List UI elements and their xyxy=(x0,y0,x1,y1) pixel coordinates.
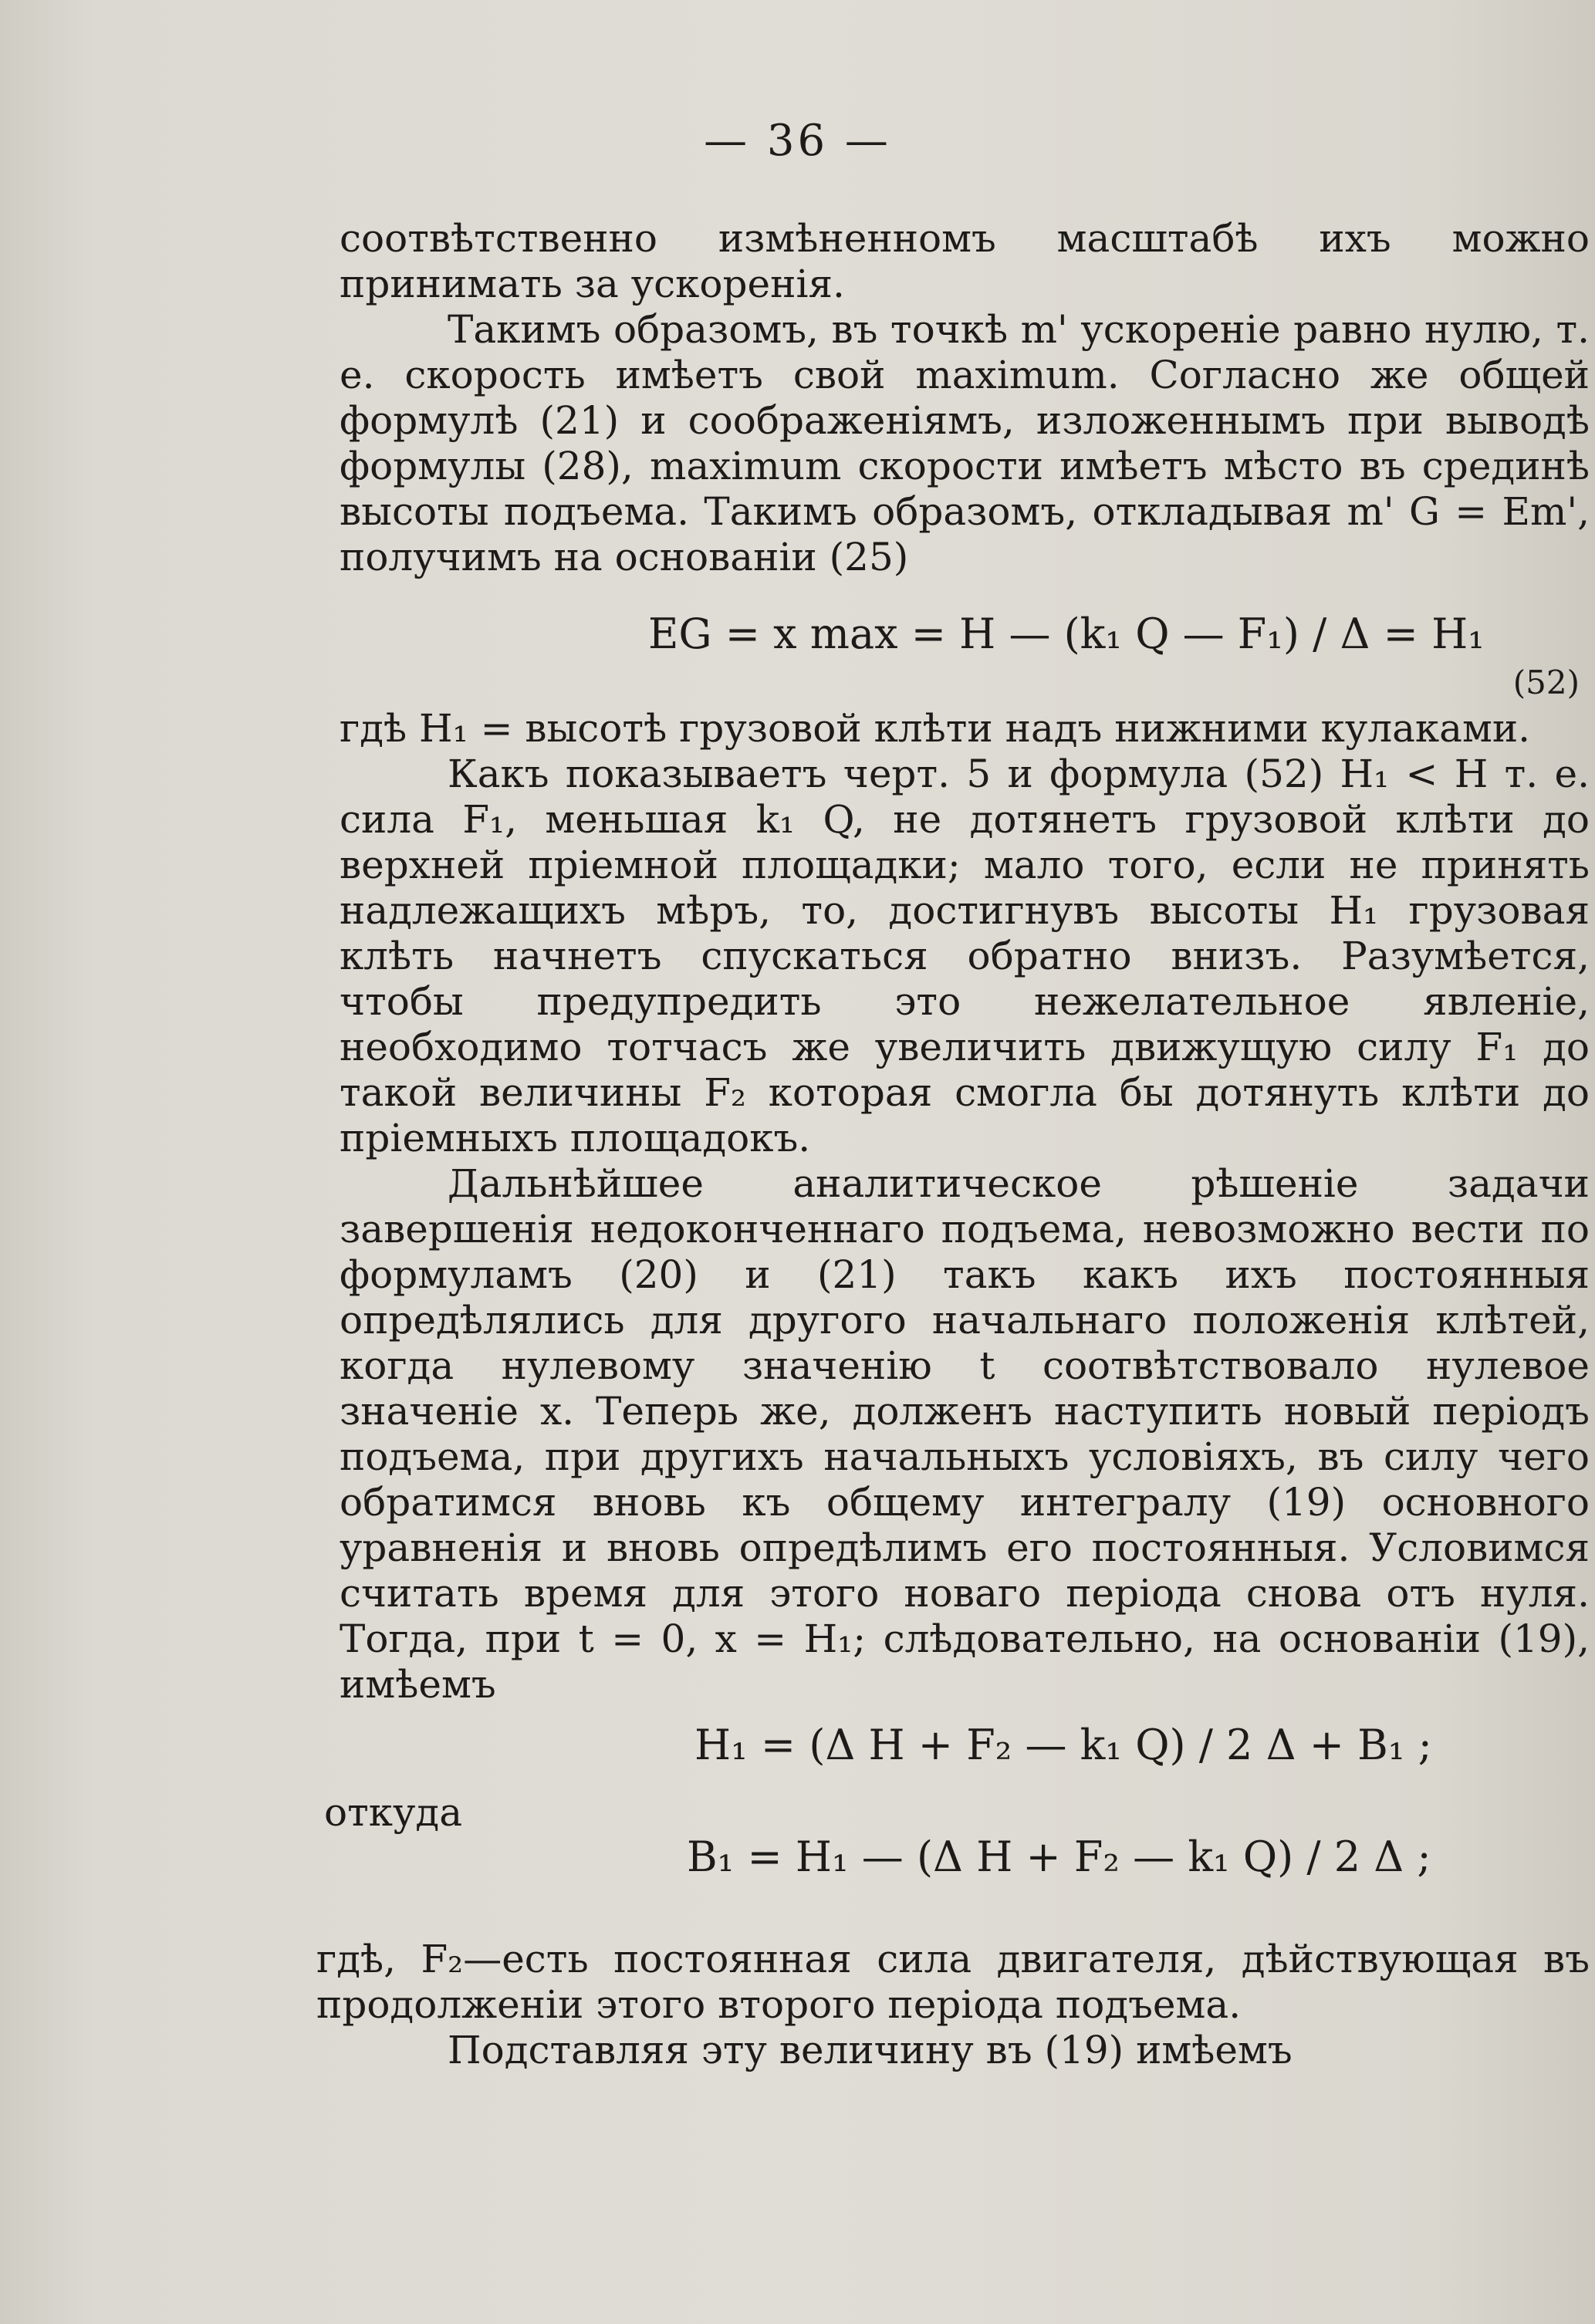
paragraph-engine-force: гдѣ, F₂—есть постоянная сила двигателя, дѣйствующая въ продолженіи этого второго періода подъема. xyxy=(316,1937,1590,2027)
equation-52-number: (52) xyxy=(1512,664,1580,701)
paragraph-continuation: соотвѣтственно измѣненномъ масштабѣ ихъ можно принимать за ускоренія. xyxy=(340,216,1590,306)
paragraph-chart-5: Какъ показываетъ черт. 5 и формула (52) H₁ < H т. е. сила F₁, меньшая k₁ Q, не дотянетъ грузовой клѣти до верхней пріемной площадки; мало того, если не принять надлежащихъ мѣръ, то, достигнувъ высоты H₁ грузовая клѣть начнетъ спускаться обратно внизъ. Разумѣется, чтобы предупредить это нежелательное явленіе, необходимо тотчасъ же увеличить движущую силу F₁ до такой величины F₂ которая смогла бы дотянуть клѣти до пріемныхъ площадокъ. xyxy=(340,752,1590,1160)
equation-52-body: EG = x max = H — (k₁ Q — F₁) / Δ = H₁ xyxy=(648,610,1485,658)
text-block-top xyxy=(340,216,1590,580)
page-number: — 36 — xyxy=(704,116,891,166)
paragraph-substitution: Подставляя эту величину въ (19) имѣемъ xyxy=(448,2028,1293,2072)
text-block-middle xyxy=(340,706,1590,1708)
text-otkuda xyxy=(324,1790,1590,1836)
word-otkuda: откуда xyxy=(324,1790,463,1835)
paragraph-definition-h1: гдѣ H₁ = высотѣ грузовой клѣти надъ нижними кулаками. xyxy=(340,706,1531,751)
paragraph-analytical-solution: Дальнѣйшее аналитическое рѣшеніе задачи завершенія недоконченнаго подъема, невозможно вести по формуламъ (20) и (21) такъ какъ ихъ постоянныя опредѣлялись для другого начальнаго положенія клѣтей, когда нулевому значенію t соотвѣтствовало нулевое значеніе x. Теперь же, долженъ наступить новый періодъ подъема, при другихъ начальныхъ условіяхъ, въ силу чего обратимся вновь къ общему интегралу (19) основного уравненія и вновь опредѣлимъ его постоянныя. Условимся считать время для этого новаго періода снова отъ нуля. Тогда, при t = 0, x = H₁; слѣдовательно, на основаніи (19), имѣемъ xyxy=(340,1161,1590,1707)
text-block-bottom xyxy=(316,1937,1590,2073)
equation-b1-body: B₁ = H₁ — (Δ H + F₂ — k₁ Q) / 2 Δ ; xyxy=(687,1833,1431,1881)
paragraph-maximum-velocity: Такимъ образомъ, въ точкѣ m' ускореніе равно нулю, т. е. скорость имѣетъ свой maximum. Согласно же общей формулѣ (21) и соображеніямъ, изложеннымъ при выводѣ формулы (28), maximum скорости имѣетъ мѣсто въ срединѣ высоты подъема. Такимъ образомъ, откладывая m' G = Em', получимъ на основаніи (25) xyxy=(340,307,1590,579)
equation-h1-body: H₁ = (Δ H + F₂ — k₁ Q) / 2 Δ + B₁ ; xyxy=(694,1721,1432,1769)
